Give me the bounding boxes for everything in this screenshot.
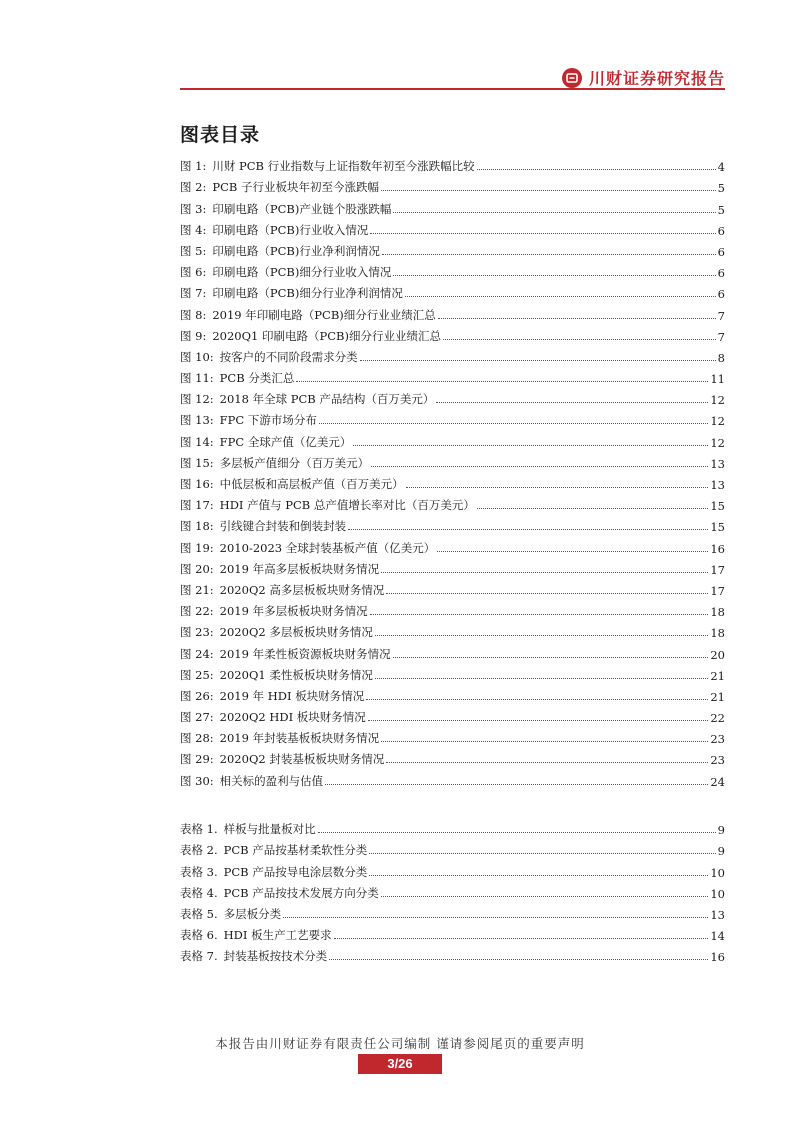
figure-entry[interactable]	[180, 704, 725, 725]
figure-entry[interactable]	[180, 259, 725, 280]
dot-leader	[386, 593, 708, 594]
page-ref: 10	[710, 886, 725, 901]
page-ref: 23	[710, 732, 725, 747]
dot-leader	[438, 318, 716, 319]
dot-leader	[393, 275, 715, 276]
figure-entry[interactable]	[180, 662, 725, 683]
figure-label: 图 12:	[180, 392, 214, 407]
figure-label: 图 16:	[180, 477, 214, 491]
header-divider	[180, 88, 725, 90]
figure-label: 图 11:	[180, 371, 214, 386]
figure-label: 图 1:	[180, 159, 207, 174]
figure-label: 图 20:	[180, 561, 214, 576]
page-ref: 4	[717, 160, 725, 175]
page-ref: 7	[717, 329, 725, 344]
figure-entry[interactable]	[180, 323, 725, 344]
page-ref: 21	[710, 689, 725, 704]
table-entry[interactable]	[180, 901, 725, 922]
figure-title: PCB 子行业板块年初至今涨跌幅	[212, 180, 380, 195]
dot-leader	[381, 896, 709, 897]
figure-title: 2020Q1 印刷电路（PCB)细分行业业绩汇总	[212, 328, 441, 343]
page-ref: 12	[710, 414, 725, 429]
figure-label: 图 15:	[180, 455, 214, 470]
page-ref: 21	[710, 668, 725, 683]
dot-leader	[436, 402, 708, 403]
figure-label: 图 25:	[180, 667, 214, 682]
page-ref: 8	[717, 350, 725, 365]
figure-entry[interactable]	[180, 428, 725, 449]
figure-title: 2020Q2 HDI 板块财务情况	[219, 710, 366, 725]
table-label: 表格 6.	[180, 928, 218, 943]
figure-label: 图 21:	[180, 582, 214, 597]
table-label: 表格 4.	[180, 885, 218, 900]
dot-leader	[406, 487, 709, 488]
dot-leader	[381, 190, 716, 191]
figure-label: 图 4:	[180, 222, 207, 237]
figure-label: 图 8:	[180, 307, 207, 322]
figure-entry[interactable]	[180, 450, 725, 471]
figure-label: 图 7:	[180, 286, 207, 301]
table-title: 封装基板按技术分类	[223, 949, 328, 964]
table-title: PCB 产品按导电涂层数分类	[223, 864, 368, 879]
page-ref: 18	[710, 626, 725, 641]
table-title: HDI 板生产工艺要求	[223, 928, 332, 943]
table-list	[180, 816, 725, 964]
figure-title: 印刷电路（PCB)产业链个股涨跌幅	[212, 201, 392, 216]
page-ref: 14	[710, 929, 725, 944]
dot-leader	[443, 339, 716, 340]
figure-title: 2019 年 HDI 板块财务情况	[219, 688, 365, 703]
figure-entry[interactable]	[180, 344, 725, 365]
figure-entry[interactable]	[180, 365, 725, 386]
report-header	[180, 60, 725, 90]
figure-title: 2020Q2 封装基板板块财务情况	[219, 752, 385, 767]
page-ref: 17	[710, 583, 725, 598]
figure-list	[180, 153, 725, 789]
figure-entry[interactable]	[180, 534, 725, 555]
page-ref: 11	[710, 372, 725, 387]
figure-label: 图 5:	[180, 243, 207, 258]
footer-disclaimer: 本报告由川财证券有限责任公司编制 谨请参阅尾页的重要声明	[215, 1036, 585, 1051]
table-title: 多层板分类	[223, 906, 282, 921]
figure-entry[interactable]	[180, 619, 725, 640]
table-entry[interactable]	[180, 858, 725, 879]
figure-title: 2010-2023 全球封装基板产值（亿美元）	[219, 540, 436, 555]
page-ref: 23	[710, 753, 725, 768]
page-ref: 24	[710, 774, 725, 789]
figure-title: HDI 产值与 PCB 总产值增长率对比（百万美元）	[219, 498, 475, 513]
page-ref: 22	[710, 711, 725, 726]
figure-label: 图 14:	[180, 434, 214, 449]
figure-label: 图 17:	[180, 498, 214, 513]
figure-entry[interactable]	[180, 598, 725, 619]
dot-leader	[329, 959, 708, 960]
figure-entry[interactable]	[180, 217, 725, 238]
page-number: 3/26	[358, 1054, 442, 1074]
figure-title: 2019 年多层板板块财务情况	[219, 604, 368, 619]
figure-title: 引线键合封装和倒装封装	[219, 519, 347, 534]
table-entry[interactable]	[180, 816, 725, 837]
page-ref: 10	[710, 865, 725, 880]
dot-leader	[370, 233, 715, 234]
figure-title: 2019 年印刷电路（PCB)细分行业业绩汇总	[212, 307, 436, 322]
table-entry[interactable]	[180, 943, 725, 964]
figure-entry[interactable]	[180, 301, 725, 322]
figure-label: 图 26:	[180, 688, 214, 703]
dot-leader	[353, 445, 708, 446]
table-title: 样板与批量板对比	[223, 822, 316, 837]
page-ref: 16	[710, 541, 725, 556]
page-ref: 17	[710, 562, 725, 577]
figure-title: 按客户的不同阶段需求分类	[219, 349, 358, 364]
page-ref: 13	[710, 907, 725, 922]
figure-title: 2020Q2 多层板板块财务情况	[219, 625, 373, 640]
dot-leader	[381, 572, 708, 573]
figure-entry[interactable]	[180, 513, 725, 534]
page-ref: 13	[710, 456, 725, 471]
page-ref: 13	[710, 478, 725, 492]
figure-label: 图 30:	[180, 773, 214, 788]
figure-label: 图 28:	[180, 731, 214, 746]
brand-name: 川财证券研究报告	[588, 69, 725, 88]
table-label: 表格 2.	[180, 843, 218, 858]
dot-leader	[393, 212, 715, 213]
figure-entry[interactable]	[180, 725, 725, 746]
figure-title: FPC 下游市场分布	[219, 413, 317, 428]
figure-title: 2019 年封装基板板块财务情况	[219, 731, 380, 746]
table-title: PCB 产品按技术发展方向分类	[223, 885, 379, 900]
figure-entry[interactable]	[180, 683, 725, 704]
dot-leader	[325, 784, 708, 785]
dot-leader	[386, 762, 708, 763]
figure-label: 图 18:	[180, 519, 214, 534]
figure-title: 2020Q2 高多层板板块财务情况	[219, 582, 385, 597]
figure-title: 2019 年柔性板资源板块财务情况	[219, 646, 391, 661]
figure-entry[interactable]	[180, 195, 725, 216]
dot-leader	[348, 529, 708, 530]
dot-leader	[283, 917, 708, 918]
dot-leader	[375, 635, 709, 636]
figure-label: 图 2:	[180, 180, 207, 195]
figure-title: 2020Q1 柔性板板块财务情况	[219, 667, 373, 682]
figure-label: 图 6:	[180, 265, 207, 280]
dot-leader	[375, 678, 709, 679]
table-label: 表格 5.	[180, 906, 218, 921]
table-label: 表格 3.	[180, 864, 218, 879]
figure-entry[interactable]	[180, 153, 725, 174]
figure-title: PCB 分类汇总	[219, 371, 295, 386]
figure-label: 图 19:	[180, 540, 214, 555]
page-ref: 12	[710, 393, 725, 408]
figure-entry[interactable]	[180, 640, 725, 661]
page-ref: 6	[717, 287, 725, 302]
figure-title: 印刷电路（PCB)行业收入情况	[212, 222, 369, 237]
figure-title: 相关标的盈利与估值	[219, 773, 324, 788]
dot-leader	[477, 169, 716, 170]
page-ref: 9	[717, 823, 725, 838]
dot-leader	[381, 741, 708, 742]
figure-title: 2019 年高多层板板块财务情况	[219, 561, 380, 576]
page-ref: 16	[710, 950, 725, 965]
figure-title: 印刷电路（PCB)细分行业净利润情况	[212, 286, 403, 301]
figure-entry[interactable]	[180, 174, 725, 195]
toc-title: 图表目录	[180, 124, 261, 146]
dot-leader	[369, 875, 708, 876]
page-ref: 18	[710, 605, 725, 620]
figure-entry[interactable]	[180, 471, 725, 492]
dot-leader	[370, 614, 709, 615]
figure-entry[interactable]	[180, 746, 725, 767]
page-ref: 6	[717, 223, 725, 238]
table-label: 表格 1.	[180, 822, 218, 837]
page-ref: 5	[717, 181, 725, 196]
figure-label: 图 23:	[180, 625, 214, 640]
figure-label: 图 13:	[180, 413, 214, 428]
figure-entry[interactable]	[180, 238, 725, 259]
chuancai-logo-icon	[562, 68, 582, 88]
dot-leader	[334, 938, 709, 939]
page-ref: 20	[710, 647, 725, 662]
figure-entry[interactable]	[180, 492, 725, 513]
table-entry[interactable]	[180, 880, 725, 901]
table-entry[interactable]	[180, 837, 725, 858]
page-ref: 9	[717, 844, 725, 859]
page-ref: 5	[717, 202, 725, 217]
page-ref: 6	[717, 244, 725, 259]
figure-title: 2018 年全球 PCB 产品结构（百万美元）	[219, 392, 435, 407]
figure-entry[interactable]	[180, 407, 725, 428]
page-ref: 12	[710, 435, 725, 450]
table-entry[interactable]	[180, 922, 725, 943]
figure-label: 图 29:	[180, 752, 214, 767]
table-title: PCB 产品按基材柔软性分类	[223, 843, 368, 858]
dot-leader	[368, 720, 709, 721]
figure-label: 图 3:	[180, 201, 207, 216]
dot-leader	[369, 853, 715, 854]
figure-title: 印刷电路（PCB)细分行业收入情况	[212, 265, 392, 280]
dot-leader	[393, 657, 709, 658]
dot-leader	[477, 508, 708, 509]
figure-label: 图 27:	[180, 710, 214, 725]
dot-leader	[382, 254, 716, 255]
figure-title: 印刷电路（PCB)行业净利润情况	[212, 243, 380, 258]
figure-title: 川财 PCB 行业指数与上证指数年初至今涨跌幅比较	[212, 159, 475, 174]
dot-leader	[366, 699, 708, 700]
figure-entry[interactable]	[180, 280, 725, 301]
page-ref: 6	[717, 266, 725, 281]
figure-entry[interactable]	[180, 556, 725, 577]
page-ref: 15	[710, 499, 725, 514]
figure-label: 图 9:	[180, 328, 207, 343]
figure-label: 图 24:	[180, 646, 214, 661]
page-ref: 15	[710, 520, 725, 535]
dot-leader	[405, 296, 716, 297]
dot-leader	[296, 381, 708, 382]
page-ref: 7	[717, 308, 725, 323]
figure-entry[interactable]	[180, 386, 725, 407]
figure-title: FPC 全球产值（亿美元）	[219, 434, 352, 449]
figure-entry[interactable]	[180, 767, 725, 788]
figure-title: 中低层板和高层板产值（百万美元）	[219, 477, 404, 491]
dot-leader	[319, 423, 709, 424]
brand	[562, 66, 725, 89]
dot-leader	[437, 551, 708, 552]
figure-title: 多层板产值细分（百万美元）	[219, 455, 370, 470]
dot-leader	[371, 466, 708, 467]
figure-label: 图 22:	[180, 604, 214, 619]
dot-leader	[360, 360, 716, 361]
figure-label: 图 10:	[180, 349, 214, 364]
figure-entry[interactable]	[180, 577, 725, 598]
dot-leader	[318, 832, 716, 833]
table-label: 表格 7.	[180, 949, 218, 964]
